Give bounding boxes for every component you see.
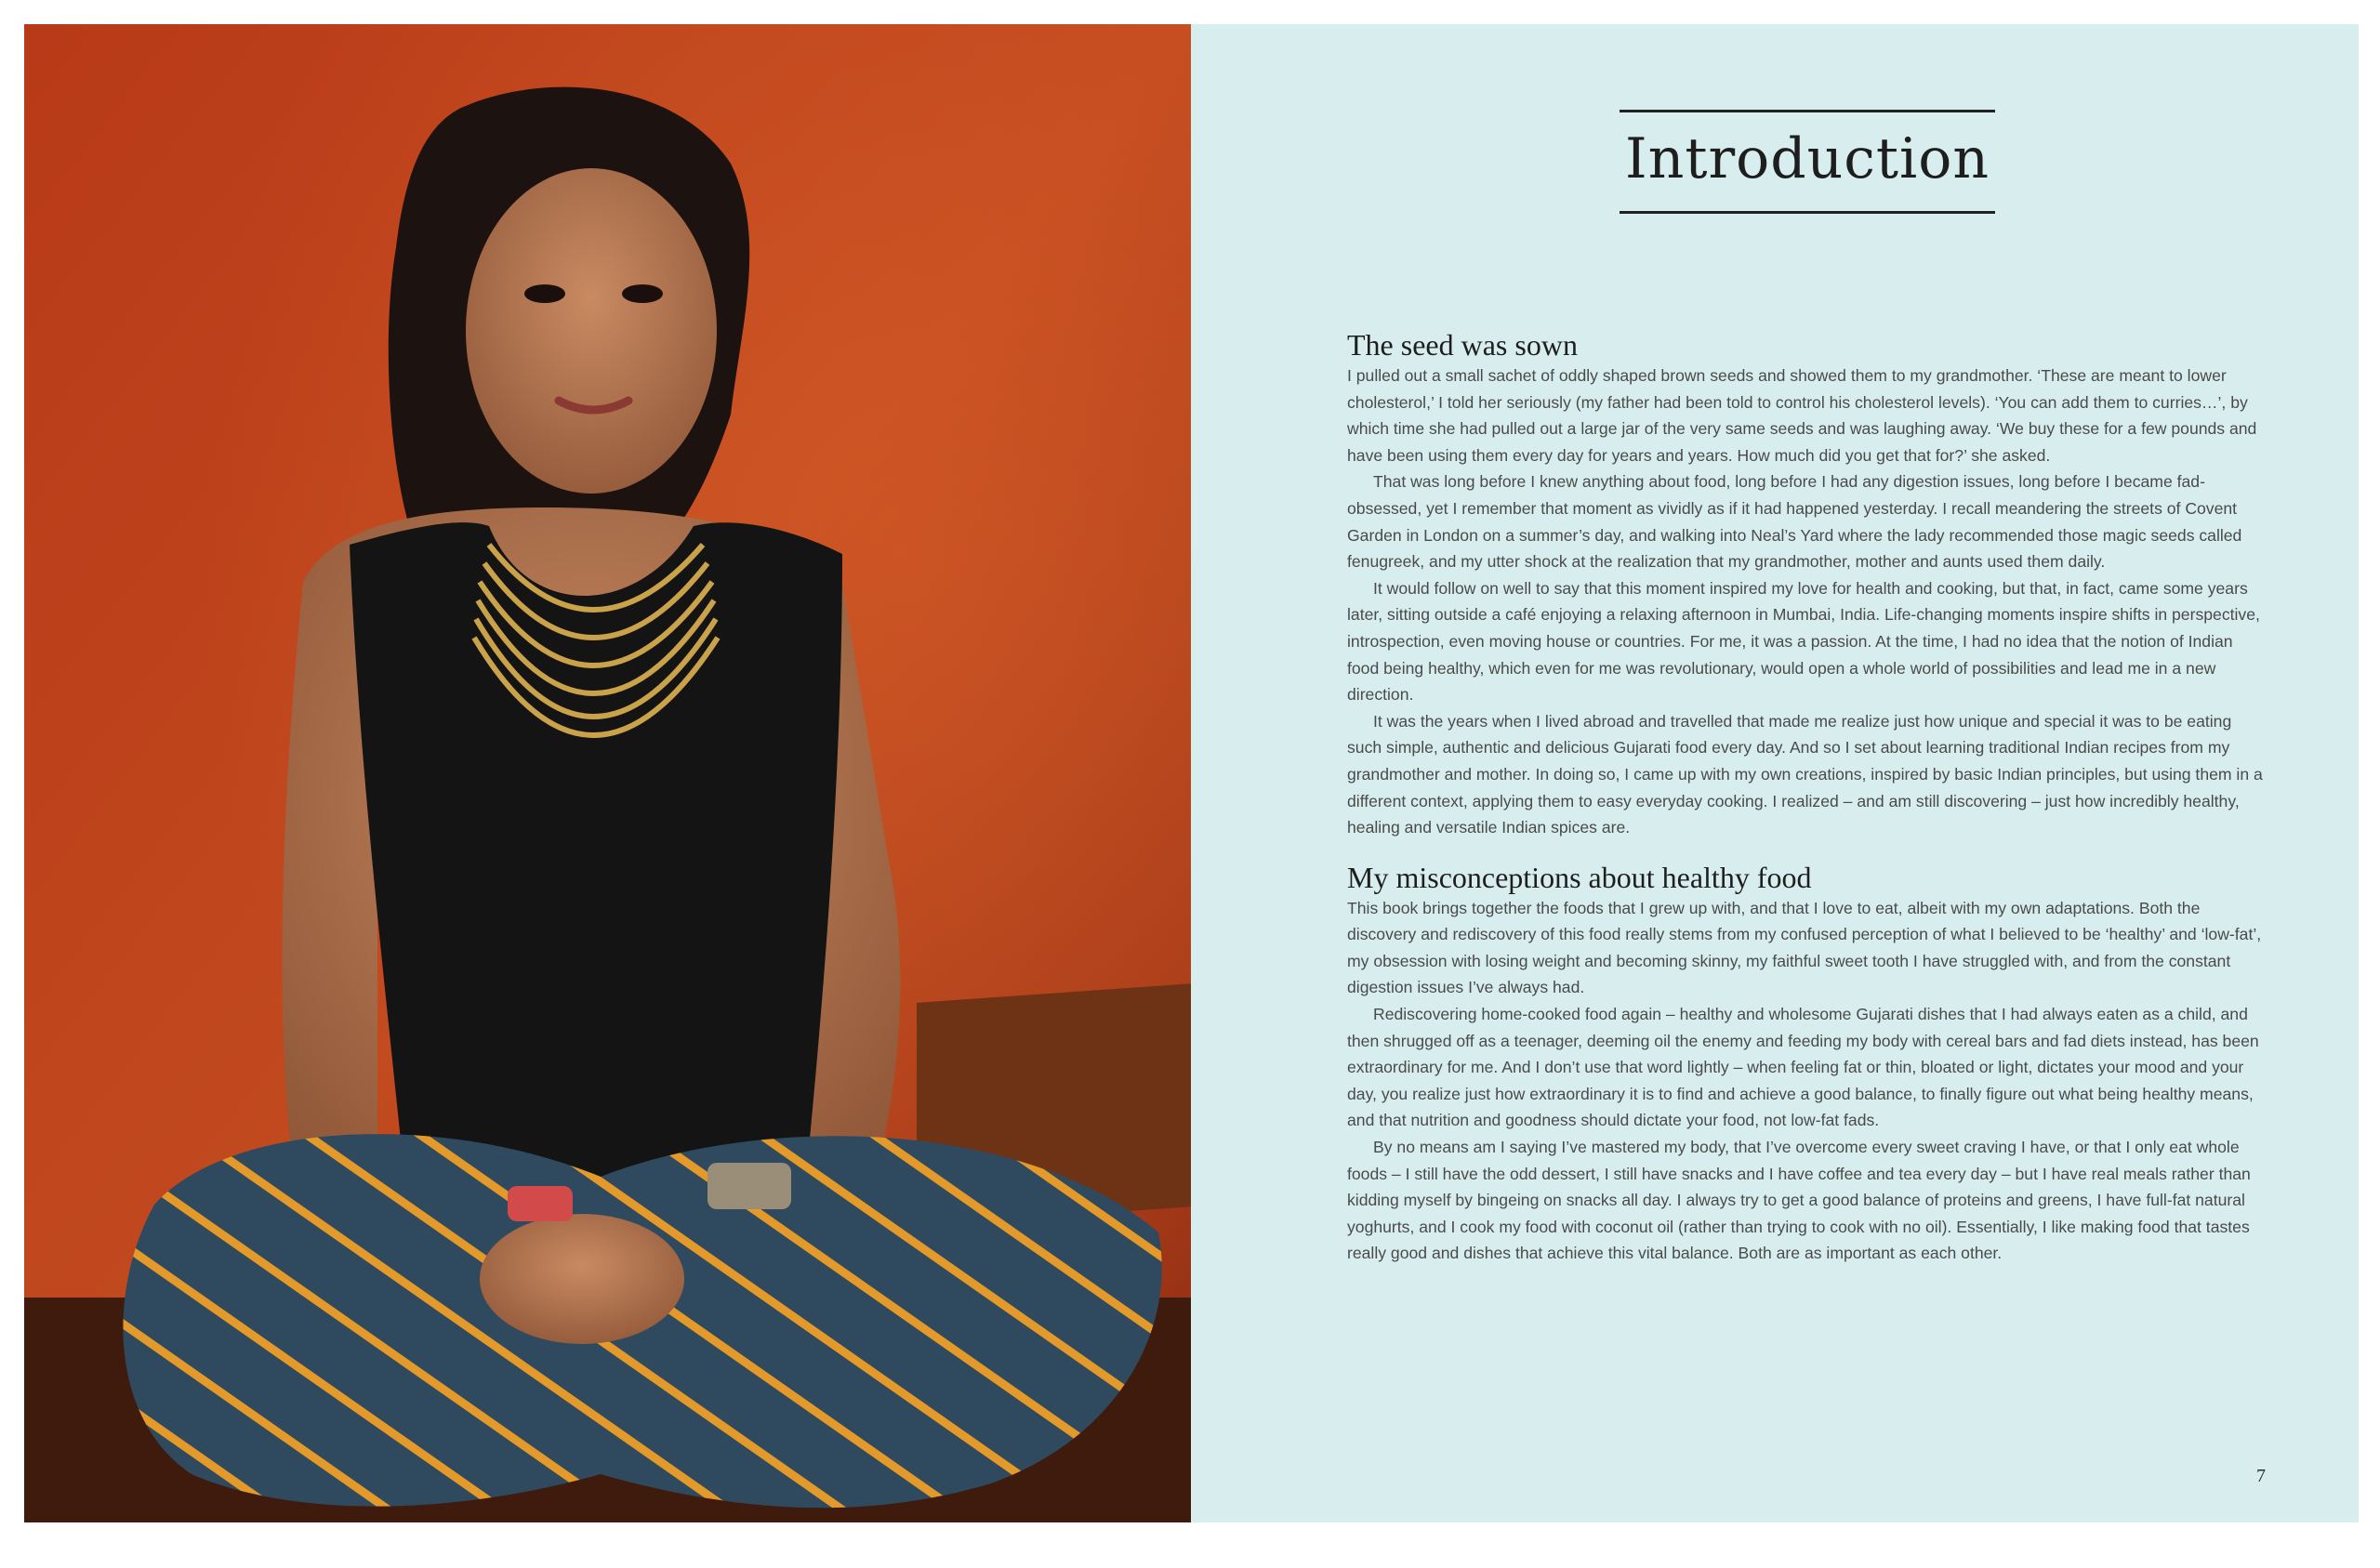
- section-gap: [1347, 841, 2268, 860]
- section-heading: My misconceptions about healthy food: [1347, 860, 1812, 894]
- portrait-illustration: [24, 24, 1191, 1522]
- hands: [480, 1214, 684, 1344]
- paragraph: It would follow on well to say that this moment inspired my love for health and cooking, but that, in fact, came some years later, sitting outside a café enjoying a relaxing afternoon in Mumbai, India. Life-changing moments inspire shifts in perspective, introspection, even moving house or countries. For me, it was a passion. At the time, I had no idea that the notion of Indian food being healthy, which even for me was revolutionary, would open a whole world of possibilities and lead me in a new direction.: [1347, 578, 2260, 705]
- paragraph: Rediscovering home-cooked food again – healthy and wholesome Gujarati dishes that I had always eaten as a child, and then shrugged off as a teenager, deeming oil the enemy and feeding my body with cereal bars and fad diets instead, has been extraordinary for me. And I don’t use that word lightly – when feeling fat or thin, bloated or light, dictates your mood and your day, you realize just how extraordinary it is to find and achieve a good balance, to finally figure out what being healthy means, and that nutrition and goodness should dictate your food, not low-fat fads.: [1347, 1005, 2259, 1130]
- title-rule-top: [1620, 110, 1995, 112]
- paragraph: This book brings together the foods that I grew up with, and that I love to eat, albeit with my own adaptations. Both the discovery and rediscovery of this food really stems from my confused perception of what I believed to be ‘healthy’ and ‘low-fat’, my obsession with losing weight and becoming skinny, my faithful sweet tooth I have struggled with, and from the constant digestion issues I’ve always had.: [1347, 898, 2262, 997]
- title-block: [1620, 110, 1995, 214]
- paragraph: By no means am I saying I’ve mastered my body, that I’ve overcome every sweet craving I have, or that I only eat whole foods – I still have the odd dessert, I still have snacks and I have coffee and tea every day – but I have real meals rather than kidding myself by bingeing on snacks all day. I always try to get a good balance of proteins and greens, I have full-fat natural yoghurts, and I cook my food with coconut oil (rather than trying to cook with no oil). Essentially, I like making food that tastes really good and dishes that achieve this vital balance. Both are as important as each other.: [1347, 1138, 2251, 1263]
- black-top: [350, 522, 842, 1186]
- face: [466, 168, 717, 494]
- body-column: [1347, 327, 2268, 1267]
- introduction-page: [1191, 24, 2359, 1522]
- page-title: Introduction: [1625, 126, 1990, 191]
- section-heading: The seed was sown: [1347, 328, 1578, 362]
- portrait-photo: [24, 24, 1191, 1522]
- page-number: 7: [2256, 1466, 2266, 1486]
- paragraph: That was long before I knew anything about food, long before I had any digestion issues, long before I became fad-obsessed, yet I remember that moment as vividly as if it had happened yesterday. I recall meandering the streets of Covent Garden in London on a summer’s day, and walking into Neal’s Yard where the lady recommended those magic seeds called fenugreek, and my utter shock at the realization that my grandmother, mother and aunts used them daily.: [1347, 472, 2242, 572]
- title-rule-bottom: [1620, 211, 1995, 214]
- paragraph: I pulled out a small sachet of oddly shaped brown seeds and showed them to my grandmother. ‘These are meant to lower cholesterol,’ I told her seriously (my father had been told to control his cholesterol levels). ‘You can add them to curries…’, by which time she had pulled out a large jar of the very same seeds and was laughing away. ‘We buy these for a few pounds and have been using them every day for years and years. How much did you get that for?’ she asked.: [1347, 366, 2257, 465]
- paragraph: It was the years when I lived abroad and travelled that made me realize just how unique and special it was to be eating such simple, authentic and delicious Gujarati food every day. And so I set about learning traditional Indian recipes from my grandmother and mother. In doing so, I came up with my own creations, inspired by basic Indian principles, but using them in a different context, applying them to easy everyday cooking. I realized – and am still discovering – just how incredibly healthy, healing and versatile Indian spices are.: [1347, 711, 2263, 837]
